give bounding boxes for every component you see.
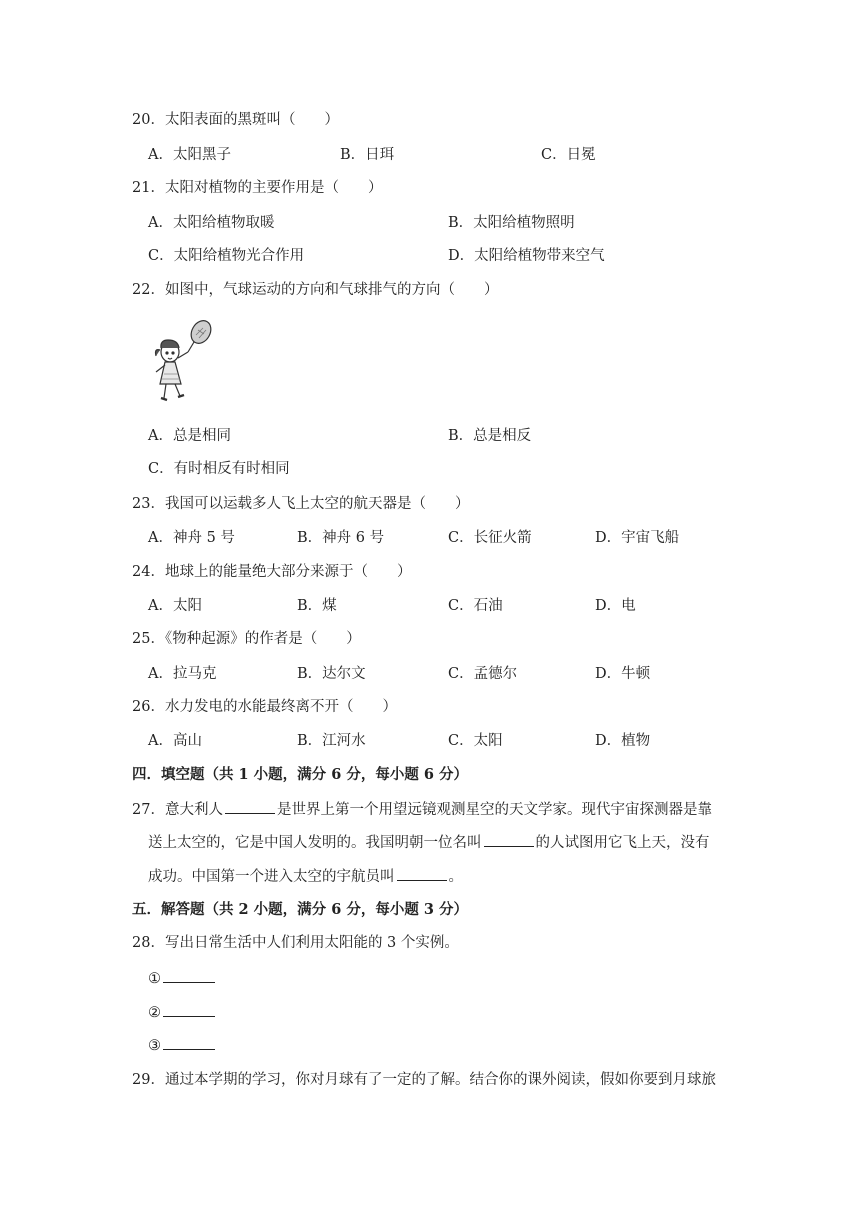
answer-marker: ③ bbox=[148, 1038, 161, 1054]
question-20-option-c: C．日冕 bbox=[541, 147, 596, 163]
question-28-answer-3 bbox=[148, 1035, 217, 1056]
question-23-option-b: B．神舟 6 号 bbox=[297, 530, 385, 546]
answer-blank[interactable] bbox=[484, 832, 534, 847]
question-27-text: 的人试图用它飞上天，没有 bbox=[535, 835, 710, 851]
question-24-option-a: A．太阳 bbox=[148, 598, 202, 614]
question-27-text: 送上太空的，它是中国人发明的。我国明朝一位名叫 bbox=[148, 835, 482, 851]
question-21-stem: 21．太阳对植物的主要作用是（ ） bbox=[132, 180, 383, 196]
answer-marker: ① bbox=[148, 971, 161, 987]
section-4-title: 四．填空题（共 1 小题，满分 6 分，每小题 6 分） bbox=[132, 766, 469, 783]
question-23-option-d: D．宇宙飞船 bbox=[595, 530, 680, 546]
question-23-option-c: C．长征火箭 bbox=[448, 530, 532, 546]
question-26-option-d: D．植物 bbox=[595, 733, 651, 749]
question-22-option-a: A．总是相同 bbox=[148, 428, 231, 444]
question-27-line-1 bbox=[132, 799, 712, 820]
question-21-option-c: C．太阳给植物光合作用 bbox=[148, 248, 305, 264]
question-27-line-3 bbox=[148, 866, 463, 887]
question-22-stem: 22．如图中，气球运动的方向和气球排气的方向（ ） bbox=[132, 282, 499, 298]
answer-marker: ② bbox=[148, 1005, 161, 1021]
question-24-stem: 24．地球上的能量绝大部分来源于（ ） bbox=[132, 564, 412, 580]
question-20-option-b: B．日珥 bbox=[340, 147, 395, 163]
girl-with-balloon-illustration bbox=[148, 318, 214, 410]
question-26-option-a: A．高山 bbox=[148, 733, 202, 749]
question-27-line-2 bbox=[148, 832, 710, 853]
question-28-answer-2 bbox=[148, 1002, 217, 1023]
answer-blank[interactable] bbox=[163, 968, 215, 983]
question-20-stem: 20．太阳表面的黑斑叫（ ） bbox=[132, 112, 339, 128]
question-25-option-c: C．孟德尔 bbox=[448, 666, 518, 682]
question-26-stem: 26．水力发电的水能最终离不开（ ） bbox=[132, 699, 397, 715]
question-21-option-d: D．太阳给植物带来空气 bbox=[448, 248, 605, 264]
question-27-text: 。 bbox=[448, 869, 463, 885]
question-25-option-d: D．牛顿 bbox=[595, 666, 651, 682]
answer-blank[interactable] bbox=[397, 866, 447, 881]
question-27-text: 是世界上第一个用望远镜观测星空的天文学家。现代宇宙探测器是靠 bbox=[276, 802, 712, 818]
question-26-option-b: B．江河水 bbox=[297, 733, 366, 749]
answer-blank[interactable] bbox=[163, 1035, 215, 1050]
question-29-stem: 29．通过本学期的学习，你对月球有了一定的了解。结合你的课外阅读，假如你要到月球旅 bbox=[132, 1072, 716, 1088]
question-28-answer-1 bbox=[148, 968, 217, 989]
question-23-option-a: A．神舟 5 号 bbox=[148, 530, 235, 546]
question-20-option-a: A．太阳黑子 bbox=[148, 147, 231, 163]
question-25-option-b: B．达尔文 bbox=[297, 666, 366, 682]
question-25-option-a: A．拉马克 bbox=[148, 666, 217, 682]
section-5-title: 五．解答题（共 2 小题，满分 6 分，每小题 3 分） bbox=[132, 901, 469, 918]
question-24-option-d: D．电 bbox=[595, 598, 636, 614]
answer-blank[interactable] bbox=[225, 799, 275, 814]
question-25-stem: 25．《物种起源》的作者是（ ） bbox=[132, 631, 361, 647]
question-24-option-c: C．石油 bbox=[448, 598, 503, 614]
question-21-option-b: B．太阳给植物照明 bbox=[448, 215, 575, 231]
answer-blank[interactable] bbox=[163, 1002, 215, 1017]
question-28-stem: 28．写出日常生活中人们利用太阳能的 3 个实例。 bbox=[132, 935, 459, 951]
question-21-option-a: A．太阳给植物取暖 bbox=[148, 215, 275, 231]
question-22-option-c: C．有时相反有时相同 bbox=[148, 461, 290, 477]
question-27-text: 27．意大利人 bbox=[132, 802, 223, 818]
question-27-text: 成功。中国第一个进入太空的宇航员叫 bbox=[148, 869, 395, 885]
question-22-option-b: B．总是相反 bbox=[448, 428, 532, 444]
question-24-option-b: B．煤 bbox=[297, 598, 337, 614]
question-23-stem: 23．我国可以运载多人飞上太空的航天器是（ ） bbox=[132, 496, 470, 512]
question-26-option-c: C．太阳 bbox=[448, 733, 503, 749]
